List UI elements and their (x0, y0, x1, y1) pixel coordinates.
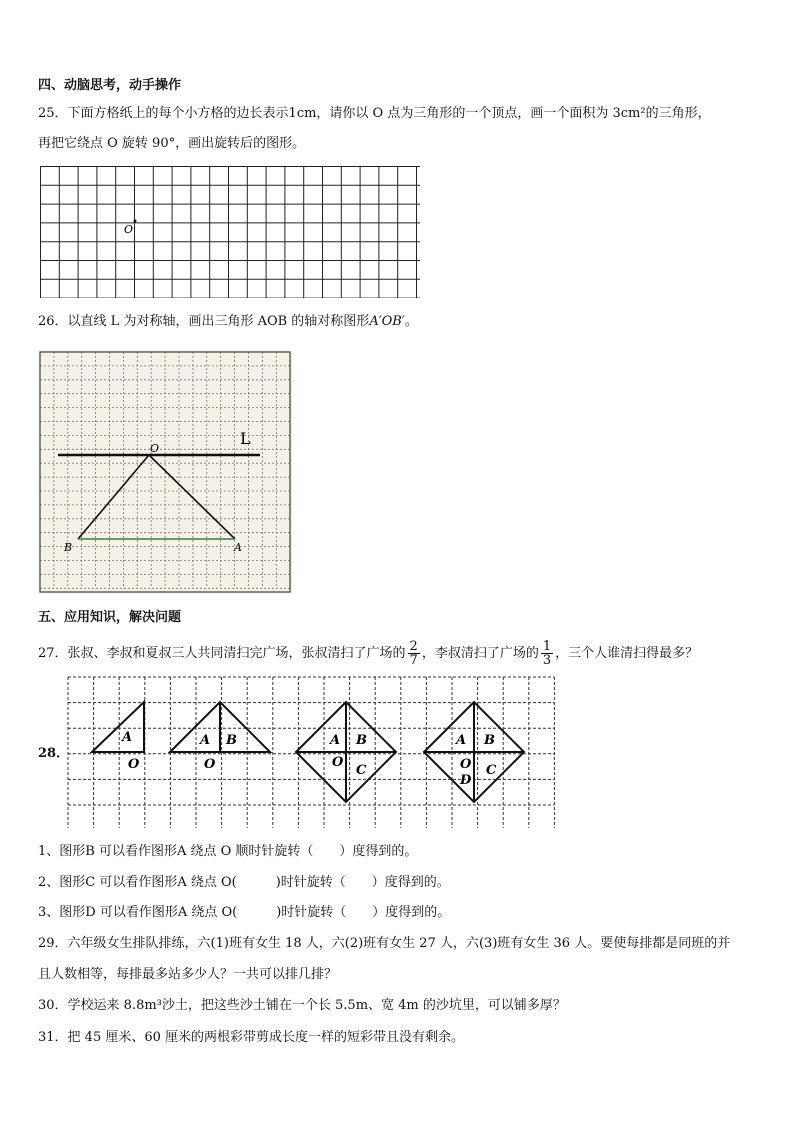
q25-point-o (134, 220, 137, 223)
q28-sub1: 1、图形B 可以看作图形A 绕点 O 顺时针旋转（ ）度得到的。 (38, 844, 418, 859)
q26-label-o: O (150, 442, 160, 455)
q26-line (38, 314, 418, 330)
q29-line2: 且人数相等，每排最多站多少人？一共可以排几排？ (38, 967, 338, 982)
q26-label-b: B (64, 541, 73, 554)
q27-part2: ，李叔清扫了广场的 (421, 646, 539, 661)
q26-label-a: A (234, 541, 242, 554)
shape-4-label-d: D (460, 773, 472, 788)
q26-math: A′OB′ (369, 314, 405, 329)
q27-fraction-1 (408, 640, 420, 667)
shape-4-label-a: A (456, 733, 467, 748)
q27-part3: ，三个人谁清扫得最多？ (555, 646, 699, 661)
q27-line (38, 640, 698, 667)
shape-1-triangle-a (92, 702, 144, 752)
q26-text: 26．以直线 L 为对称轴，画出三角形 AOB 的轴对称图形 (38, 314, 370, 329)
q25-grid (40, 166, 420, 298)
shape-2-label-o: O (204, 757, 216, 772)
shape-3-label-b: B (356, 733, 367, 748)
q25-line2: 再把它绕点 O 旋转 90°，画出旋转后的图形。 (38, 136, 306, 151)
shape-2-label-b: B (226, 733, 237, 748)
q26-figure (38, 350, 292, 594)
q27-frac2-num: 1 (542, 639, 552, 654)
q28-number: 28． (38, 746, 70, 761)
shape-1-label-o: O (128, 757, 140, 772)
section4-title: 四、动脑思考，动手操作 (38, 78, 182, 93)
q26-label-l: L (240, 429, 251, 448)
q25-label-o: O (124, 223, 134, 236)
shape-3-label-a: A (330, 733, 341, 748)
q27-frac1-num: 2 (409, 639, 418, 654)
shape-3-label-c: C (356, 763, 367, 778)
q28-sub2: 2、图形C 可以看作图形A 绕点 O( )时针旋转（ ）度得到的。 (38, 875, 450, 890)
shape-3-label-o: O (332, 755, 344, 770)
q26-tail: 。 (404, 314, 418, 329)
q27-frac2-den: 3 (542, 653, 552, 668)
shape-1-label-a: A (122, 730, 133, 745)
q31-text: 31．把 45 厘米、60 厘米的两根彩带剪成长度一样的短彩带且没有剩余。 (38, 1030, 465, 1045)
q27-fraction-2 (541, 640, 553, 667)
shape-2-label-a: A (200, 733, 211, 748)
q30-text: 30．学校运来 8.8m³沙土，把这些沙土铺在一个长 5.5m、宽 4m 的沙坑里，可以铺多厚？ (38, 998, 566, 1013)
shape-4-label-c: C (486, 763, 497, 778)
q28-figure (66, 676, 560, 828)
q27-frac1-den: 7 (409, 653, 418, 668)
shape-4-label-b: B (484, 733, 495, 748)
section5-title: 五、应用知识，解决问题 (38, 610, 182, 625)
q28-sub3: 3、图形D 可以看作图形A 绕点 O( )时针旋转（ ）度得到的。 (38, 905, 451, 920)
q25-line1: 25．下面方格纸上的每个小方格的边长表示1cm，请你以 O 点为三角形的一个顶点，画一个面积为 3cm²的三角形， (38, 106, 711, 121)
shape-4-label-o: O (460, 757, 472, 772)
q27-part1: 27．张叔、李叔和夏叔三人共同清扫完广场，张叔清扫了广场的 (38, 646, 406, 661)
q29-line1: 29．六年级女生排队排练，六(1)班有女生 18 人，六(2)班有女生 27 人，六(3)班有女生 36 人。要使每排都是同班的并 (38, 936, 731, 951)
